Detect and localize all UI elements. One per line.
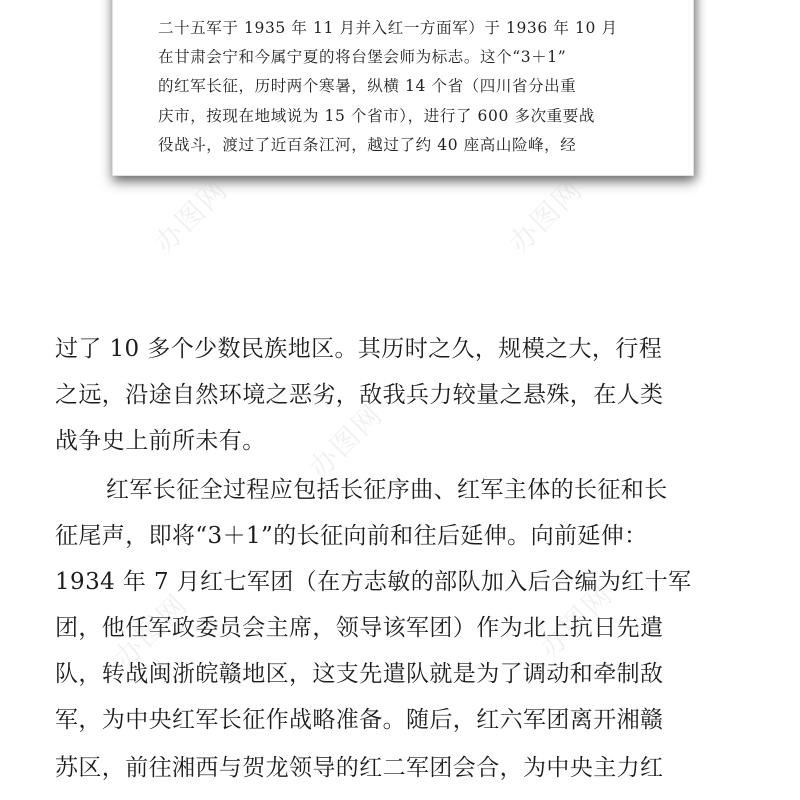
body-line: 1934 年 7 月红七军团（在方志敏的部队加入后合编为红十军 <box>55 569 692 595</box>
card-line: 庆市，按现在地域说为 15 个省市），进行了 600 多次重要战 <box>158 107 595 125</box>
body-line: 战争史上前所未有。 <box>55 428 266 454</box>
quote-card <box>112 0 694 176</box>
card-line: 二十五军于 1935 年 11 月并入红一方面军）于 1936 年 10 月 <box>158 19 618 37</box>
watermark: 办图网 <box>532 577 620 665</box>
body-line: 军，为中央红军长征作战略准备。随后，红六军团离开湘赣 <box>55 707 664 733</box>
body-line: 红军长征全过程应包括长征序曲、红军主体的长征和长 <box>106 477 668 503</box>
watermark: 办图网 <box>502 172 590 260</box>
body-line: 团，他任军政委员会主席，领导该军团）作为北上抗日先遣 <box>55 615 664 641</box>
body-line: 征尾声，即将“3＋1”的长征向前和往后延伸。向前延伸： <box>55 523 648 549</box>
card-line: 役战斗，渡过了近百条江河，越过了约 40 座高山险峰，经 <box>158 136 577 154</box>
body-line: 之远，沿途自然环境之恶劣，敌我兵力较量之悬殊，在人类 <box>55 382 664 408</box>
body-line: 过了 10 多个少数民族地区。其历时之久，规模之大，行程 <box>55 336 663 362</box>
watermark: 办图网 <box>147 172 235 260</box>
watermark: 办图网 <box>302 397 390 485</box>
watermark: 办图网 <box>107 587 195 675</box>
card-line: 的红军长征，历时两个寒暑，纵横 14 个省（四川省分出重 <box>158 77 577 95</box>
card-line: 在甘肃会宁和今属宁夏的将台堡会师为标志。这个“3＋1” <box>158 48 567 66</box>
body-line: 队，转战闽浙皖赣地区，这支先遣队就是为了调动和牵制敌 <box>55 661 664 687</box>
body-line: 苏区，前往湘西与贺龙领导的红二军团会合，为中央主力红 <box>55 755 664 781</box>
